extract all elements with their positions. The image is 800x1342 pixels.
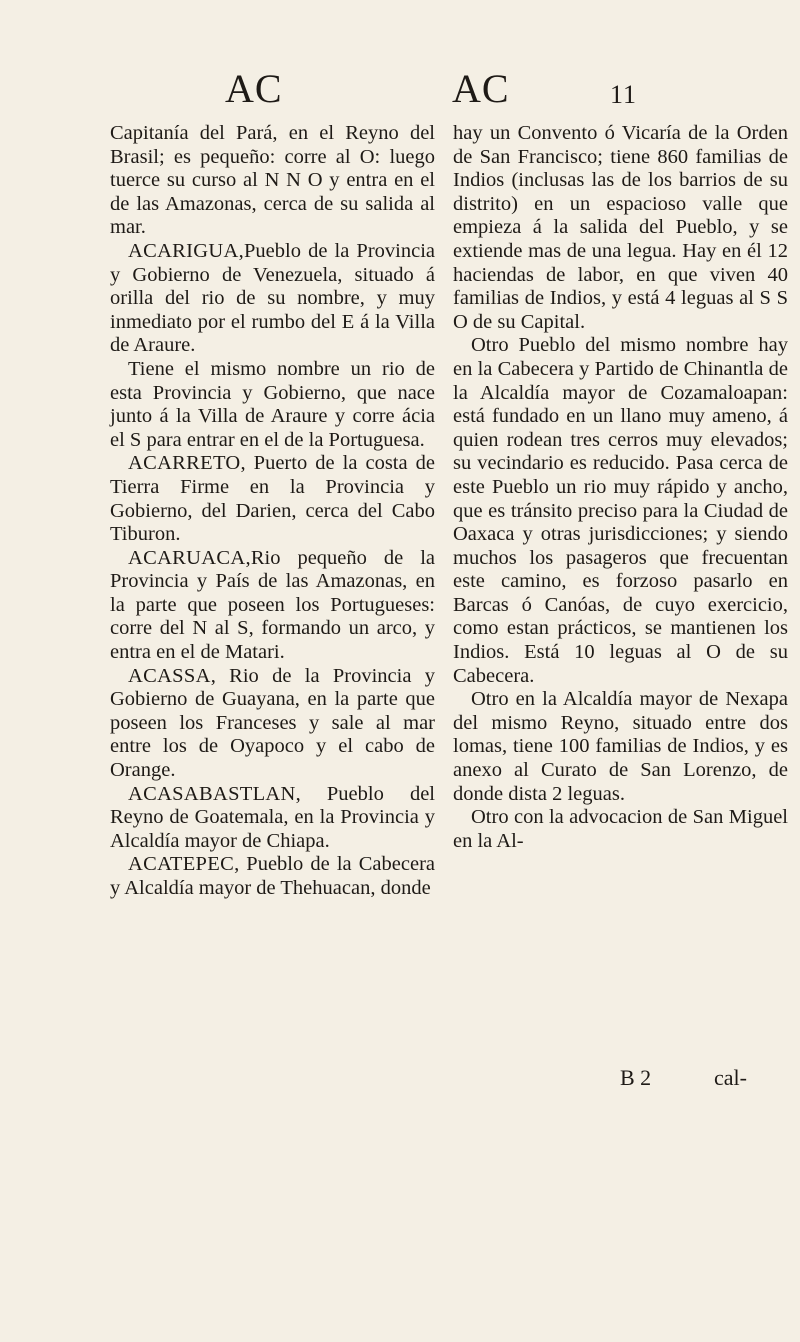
page-footer xyxy=(0,1065,800,1095)
page-number: 11 xyxy=(610,80,638,109)
entry-headword: ACATEPEC xyxy=(128,853,235,876)
signature-mark: B 2 xyxy=(620,1065,652,1090)
entry-paragraph: Tiene el mismo nombre un rio de esta Provincia y Gobierno, que nace junto á la Villa de Araure y corre ácia el S para entrar en el de la Portuguesa. xyxy=(110,357,435,451)
entry-headword: ACASSA xyxy=(128,664,211,687)
entry-paragraph: ACARRETO, Puerto de la costa de Tierra Firme en la Provincia y Gobierno, del Darien, cerca del Cabo Tiburon. xyxy=(110,452,435,546)
entry-paragraph: ACATEPEC, Pueblo de la Cabecera y Alcaldía mayor de Thehuacan, donde xyxy=(110,853,435,899)
entry-headword: ACARIGUA, xyxy=(128,239,245,262)
entry-paragraph: Otro Pueblo del mismo nombre hay en la Cabecera y Partido de Chinantla de la Alcaldía mayor de Cozamaloapan: está fundado en un llano muy ameno, á quien rodean tres cerros muy elevados; su vecindario es reducido. Pasa cerca de este Pueblo un rio muy rápido y ancho, que es tránsito preciso para la Ciudad de Oaxaca y otras jurisdicciones; y siendo muchos los pasageros que frecuentan este camino, es forzoso pasarlo en Barcas ó Canóas, de cuyo exercicio, como estan prácticos, se mantienen los Indios. Está 10 leguas al O de su Cabecera. xyxy=(453,334,788,687)
catchword: cal- xyxy=(714,1065,747,1090)
entry-headword: ACARRETO xyxy=(128,452,241,475)
entry-paragraph: Otro en la Alcaldía mayor de Nexapa del mismo Reyno, situado entre dos lomas, tiene 100 familias de Indios, y es anexo al Curato de San Lorenzo, de donde dista 2 leguas. xyxy=(453,688,788,805)
left-column xyxy=(110,122,435,901)
entry-headword: ACARUACA, xyxy=(128,546,251,569)
header-right: AC xyxy=(452,66,510,111)
entry-paragraph: ACARUACA,Rio pequeño de la Provincia y País de las Amazonas, en la parte que poseen los Portugueses: corre del N al S, formando un arco, y entra en el de Matari. xyxy=(110,546,435,664)
entry-paragraph: ACARIGUA,Pueblo de la Provincia y Gobierno de Venezuela, situado á orilla del rio de su nombre, y muy inmediato por el rumbo del E á la Villa de Araure. xyxy=(110,239,435,357)
header-left: AC xyxy=(225,66,283,111)
entry-paragraph: ACASABASTLAN, Pueblo del Reyno de Goatemala, en la Provincia y Alcaldía mayor de Chiapa. xyxy=(110,782,435,852)
right-column xyxy=(453,122,788,853)
running-header xyxy=(0,64,800,114)
entry-paragraph: ACASSA, Rio de la Provincia y Gobierno de Guayana, en la parte que poseen los Franceses y sale al mar entre los de Oyapoco y el cabo de Orange. xyxy=(110,664,435,782)
entry-paragraph: Capitanía del Pará, en el Reyno del Brasil; es pequeño: corre al O: luego tuerce su curso al N N O y entra en el de las Amazonas, cerca de su salida al mar. xyxy=(110,122,435,239)
entry-paragraph: Otro con la advocacion de San Miguel en la Al- xyxy=(453,806,788,852)
entry-paragraph: hay un Convento ó Vicaría de la Orden de San Francisco; tiene 860 familias de Indios (inclusas las de los barrios de su distrito) en un espacioso valle que empieza á la salida del Pueblo, y se extiende mas de una legua. Hay en él 12 haciendas de labor, en que viven 40 familias de Indios, y está 4 leguas al S S O de su Capital. xyxy=(453,122,788,333)
entry-headword: ACASABASTLAN xyxy=(128,782,296,805)
